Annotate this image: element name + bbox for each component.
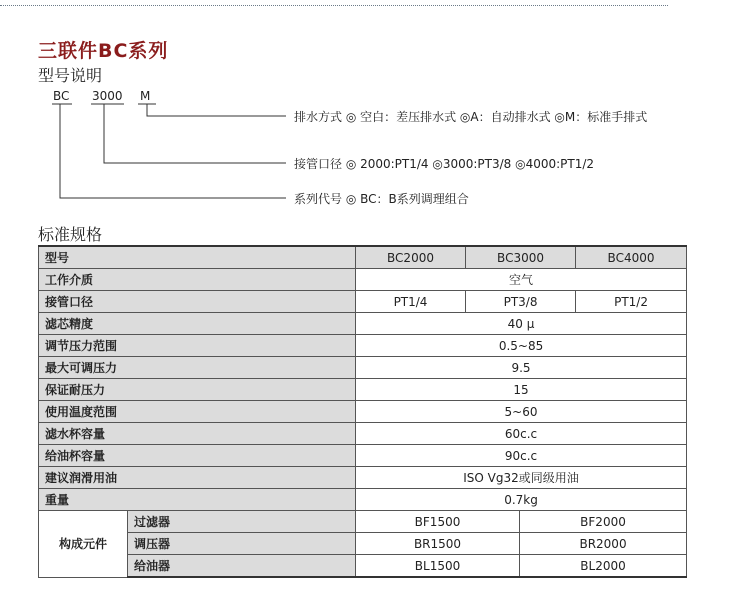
header-model: 型号 (39, 246, 356, 269)
table-row (39, 313, 687, 335)
component-name: 过滤器 (128, 511, 356, 533)
spec-table (38, 245, 687, 578)
table-row (39, 379, 687, 401)
component-name: 给油器 (128, 555, 356, 578)
table-row (39, 291, 687, 313)
table-row (39, 555, 687, 578)
page-title: 三联件BC系列 (38, 40, 169, 62)
port-size-desc: 接管口径 ◎ 2000:PT1/4 ◎3000:PT3/8 ◎4000:PT1/2 (294, 157, 595, 171)
row-label: 调节压力范围 (39, 335, 356, 357)
row-label: 保证耐压力 (39, 379, 356, 401)
component-a: BR1500 (356, 533, 520, 555)
header-bc3000: BC3000 (466, 246, 576, 269)
component-b: BR2000 (520, 533, 687, 555)
table-row (39, 489, 687, 511)
series-code-desc: 系列代号 ◎ BC：B系列调理组合 (294, 192, 469, 206)
row-value: ISO Vg32或同级用油 (356, 467, 687, 489)
table-row (39, 335, 687, 357)
model-code-drain: M (140, 89, 151, 103)
header-bc2000: BC2000 (356, 246, 466, 269)
component-b: BF2000 (520, 511, 687, 533)
row-label: 滤芯精度 (39, 313, 356, 335)
component-name: 调压器 (128, 533, 356, 555)
row-value: 空气 (356, 269, 687, 291)
row-value: 90c.c (356, 445, 687, 467)
row-label: 最大可调压力 (39, 357, 356, 379)
row-label: 工作介质 (39, 269, 356, 291)
row-value: PT3/8 (466, 291, 576, 313)
row-value: 15 (356, 379, 687, 401)
row-label: 建议润滑用油 (39, 467, 356, 489)
spec-heading: 标准规格 (38, 225, 103, 244)
table-row (39, 533, 687, 555)
table-row (39, 511, 687, 533)
header-bc4000: BC4000 (576, 246, 687, 269)
component-a: BF1500 (356, 511, 520, 533)
component-a: BL1500 (356, 555, 520, 578)
row-value: PT1/4 (356, 291, 466, 313)
row-value: 0.7kg (356, 489, 687, 511)
table-row (39, 467, 687, 489)
row-label: 使用温度范围 (39, 401, 356, 423)
components-label: 构成元件 (39, 511, 128, 578)
table-row (39, 445, 687, 467)
model-code-size: 3000 (92, 89, 123, 103)
row-label: 滤水杯容量 (39, 423, 356, 445)
row-value: 60c.c (356, 423, 687, 445)
row-value: 5~60 (356, 401, 687, 423)
table-row (39, 401, 687, 423)
model-heading: 型号说明 (38, 66, 103, 85)
row-label: 重量 (39, 489, 356, 511)
model-code-prefix: BC (53, 89, 70, 103)
table-row (39, 269, 687, 291)
table-row (39, 357, 687, 379)
row-value: PT1/2 (576, 291, 687, 313)
table-header-row (39, 246, 687, 269)
row-value: 0.5~85 (356, 335, 687, 357)
drain-mode-desc: 排水方式 ◎ 空白：差压排水式 ◎A：自动排水式 ◎M：标准手排式 (294, 110, 648, 124)
row-value: 9.5 (356, 357, 687, 379)
component-b: BL2000 (520, 555, 687, 578)
row-value: 40 μ (356, 313, 687, 335)
row-label: 给油杯容量 (39, 445, 356, 467)
table-row (39, 423, 687, 445)
row-label: 接管口径 (39, 291, 356, 313)
